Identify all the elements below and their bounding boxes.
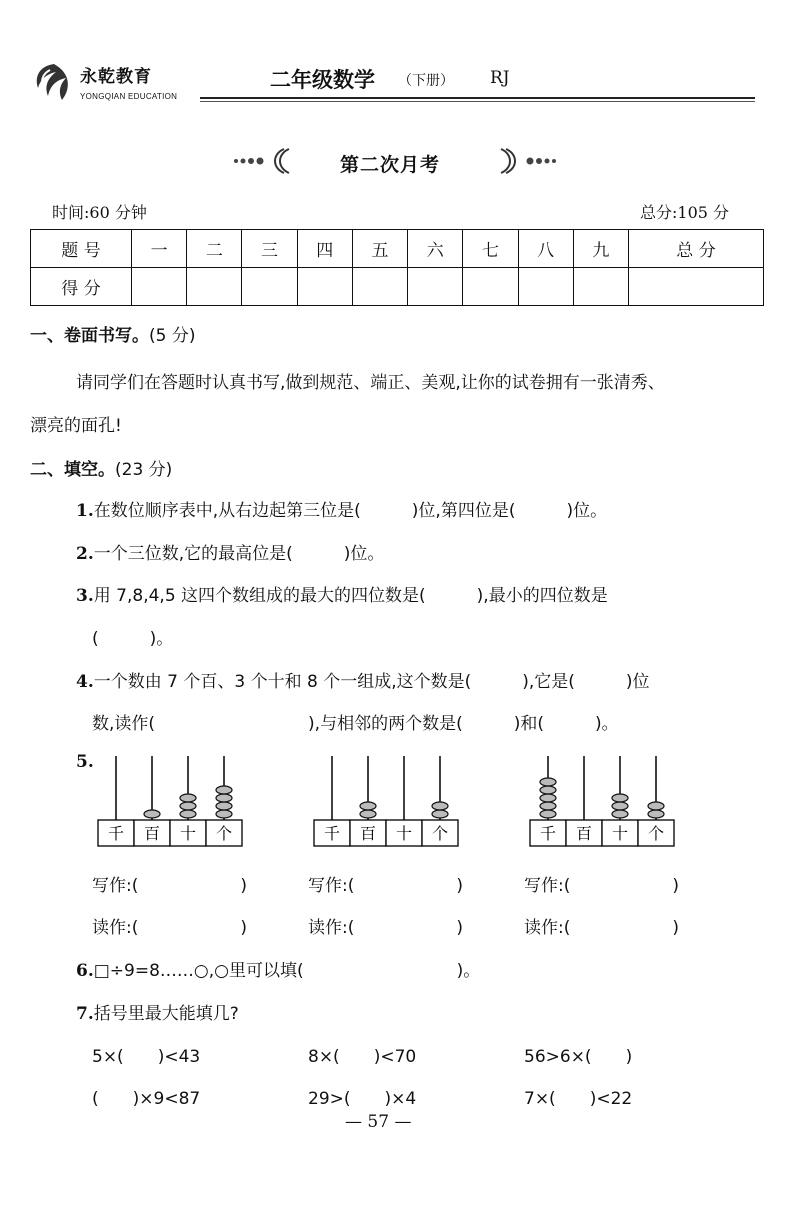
brand-name: 永乾教育 xyxy=(80,67,152,87)
col-2: 二 xyxy=(187,230,242,268)
col-3: 三 xyxy=(242,230,297,268)
question-text: 用 7,8,4,5 这四个数组成的最大的四位数是( ),最小的四位数是 xyxy=(93,586,608,606)
question-number: 7. xyxy=(76,1004,94,1024)
abacus-bead xyxy=(144,810,160,818)
abacus-diagrams xyxy=(0,750,800,850)
q5-write-3: 写作:( ) xyxy=(524,876,679,896)
question-1 xyxy=(76,496,607,521)
q7-item-1: 5×( )<43 xyxy=(92,1047,201,1067)
abacus-place-label: 百 xyxy=(143,824,161,843)
score-table-score-row xyxy=(31,268,764,306)
title-ornament-right-icon xyxy=(498,146,558,176)
abacus-bead xyxy=(540,794,556,802)
section-1-heading xyxy=(30,321,195,346)
book-edition: RJ xyxy=(490,68,510,88)
brand-logo-icon xyxy=(30,60,78,104)
question-text: 一个三位数,它的最高位是( )位。 xyxy=(93,544,385,564)
q7-item-6: 7×( )<22 xyxy=(524,1089,633,1109)
abacus-place-label: 百 xyxy=(359,824,377,843)
abacus-bead xyxy=(216,810,232,818)
score-table xyxy=(30,229,764,306)
abacus-bead xyxy=(360,810,376,818)
abacus-place-label: 千 xyxy=(323,824,341,843)
section-1-points: (5 分) xyxy=(149,326,196,346)
abacus-place-label: 十 xyxy=(611,824,629,843)
q7-item-2: 8×( )<70 xyxy=(308,1047,417,1067)
q5-write-1: 写作:( ) xyxy=(92,876,247,896)
q5-read-1: 读作:( ) xyxy=(92,918,247,938)
abacus-place-label: 千 xyxy=(107,824,125,843)
section-1-title: 一、卷面书写。 xyxy=(30,326,149,346)
abacus-bead xyxy=(540,810,556,818)
page-number: — 57 — xyxy=(345,1112,412,1132)
question-text: □÷9=8……○,○里可以填( )。 xyxy=(93,961,481,981)
score-cell[interactable] xyxy=(297,268,352,306)
abacus-bead xyxy=(432,802,448,810)
header-label: 题 号 xyxy=(31,230,132,268)
col-4: 四 xyxy=(297,230,352,268)
q5-write-2: 写作:( ) xyxy=(308,876,463,896)
col-9: 九 xyxy=(573,230,628,268)
question-7 xyxy=(76,999,239,1024)
score-cell[interactable] xyxy=(352,268,407,306)
abacus-bead xyxy=(180,794,196,802)
question-number: 1. xyxy=(76,501,94,521)
question-text: 一个数由 7 个百、3 个十和 8 个一组成,这个数是( ),它是( )位 xyxy=(93,672,650,692)
abacus-bead xyxy=(648,810,664,818)
score-cell[interactable] xyxy=(132,268,187,306)
abacus-place-label: 千 xyxy=(539,824,557,843)
section-1-text-line1: 请同学们在答题时认真书写,做到规范、端正、美观,让你的试卷拥有一张清秀、 xyxy=(76,373,665,393)
abacus-bead xyxy=(612,794,628,802)
abacus-place-label: 个 xyxy=(215,824,233,843)
title-ornament-left-icon xyxy=(232,146,292,176)
question-6 xyxy=(76,956,480,981)
section-2-points: (23 分) xyxy=(115,460,173,480)
col-5: 五 xyxy=(352,230,407,268)
abacus-bead xyxy=(216,794,232,802)
score-cell[interactable] xyxy=(242,268,297,306)
brand-english: YONGQIAN EDUCATION xyxy=(80,92,178,101)
abacus-bead xyxy=(612,802,628,810)
question-number: 3. xyxy=(76,586,94,606)
abacus-bead xyxy=(216,786,232,794)
question-3 xyxy=(76,581,608,606)
question-number: 6. xyxy=(76,961,94,981)
section-1-text-line2: 漂亮的面孔! xyxy=(30,416,122,436)
q5-read-3: 读作:( ) xyxy=(524,918,679,938)
score-cell[interactable] xyxy=(518,268,573,306)
col-8: 八 xyxy=(518,230,573,268)
abacus-bead xyxy=(180,810,196,818)
section-2-title: 二、填空。 xyxy=(30,460,115,480)
score-cell[interactable] xyxy=(408,268,463,306)
exam-title: 第二次月考 xyxy=(340,154,441,176)
q7-item-4: ( )×9<87 xyxy=(92,1089,201,1109)
question-number: 2. xyxy=(76,544,94,564)
score-cell[interactable] xyxy=(573,268,628,306)
exam-total: 总分:105 分 xyxy=(640,203,730,222)
abacus-place-label: 十 xyxy=(179,824,197,843)
abacus-place-label: 百 xyxy=(575,824,593,843)
question-text: 括号里最大能填几? xyxy=(93,1004,239,1024)
q7-item-5: 29>( )×4 xyxy=(308,1089,417,1109)
abacus-place-label: 个 xyxy=(647,824,665,843)
score-table-header-row xyxy=(31,230,764,268)
abacus-bead xyxy=(648,802,664,810)
col-6: 六 xyxy=(408,230,463,268)
q5-read-2: 读作:( ) xyxy=(308,918,463,938)
book-volume: （下册） xyxy=(398,73,454,89)
question-2 xyxy=(76,539,384,564)
book-title: 二年级数学 xyxy=(270,68,375,92)
abacus-bead xyxy=(216,802,232,810)
abacus-bead xyxy=(540,778,556,786)
col-1: 一 xyxy=(132,230,187,268)
col-7: 七 xyxy=(463,230,518,268)
question-4 xyxy=(76,667,650,692)
header-rule xyxy=(200,97,755,99)
abacus-bead xyxy=(540,786,556,794)
abacus-place-label: 十 xyxy=(395,824,413,843)
question-4-line2: 数,读作( ),与相邻的两个数是( )和( )。 xyxy=(92,714,619,734)
col-total: 总 分 xyxy=(629,230,764,268)
section-2-heading xyxy=(30,455,172,480)
exam-time: 时间:60 分钟 xyxy=(52,203,147,222)
question-number: 4. xyxy=(76,672,94,692)
score-label: 得 分 xyxy=(31,268,132,306)
score-cell[interactable] xyxy=(629,268,764,306)
question-3-line2: ( )。 xyxy=(92,629,174,649)
abacus-bead xyxy=(432,810,448,818)
abacus-bead xyxy=(180,802,196,810)
abacus-bead xyxy=(612,810,628,818)
question-number: 5. xyxy=(76,752,94,772)
abacus-bead xyxy=(360,802,376,810)
abacus-place-label: 个 xyxy=(431,824,449,843)
abacus-bead xyxy=(540,802,556,810)
header-rule-thin xyxy=(200,101,755,102)
score-cell[interactable] xyxy=(187,268,242,306)
q7-item-3: 56>6×( ) xyxy=(524,1047,633,1067)
question-text: 在数位顺序表中,从右边起第三位是( )位,第四位是( )位。 xyxy=(93,501,608,521)
score-cell[interactable] xyxy=(463,268,518,306)
